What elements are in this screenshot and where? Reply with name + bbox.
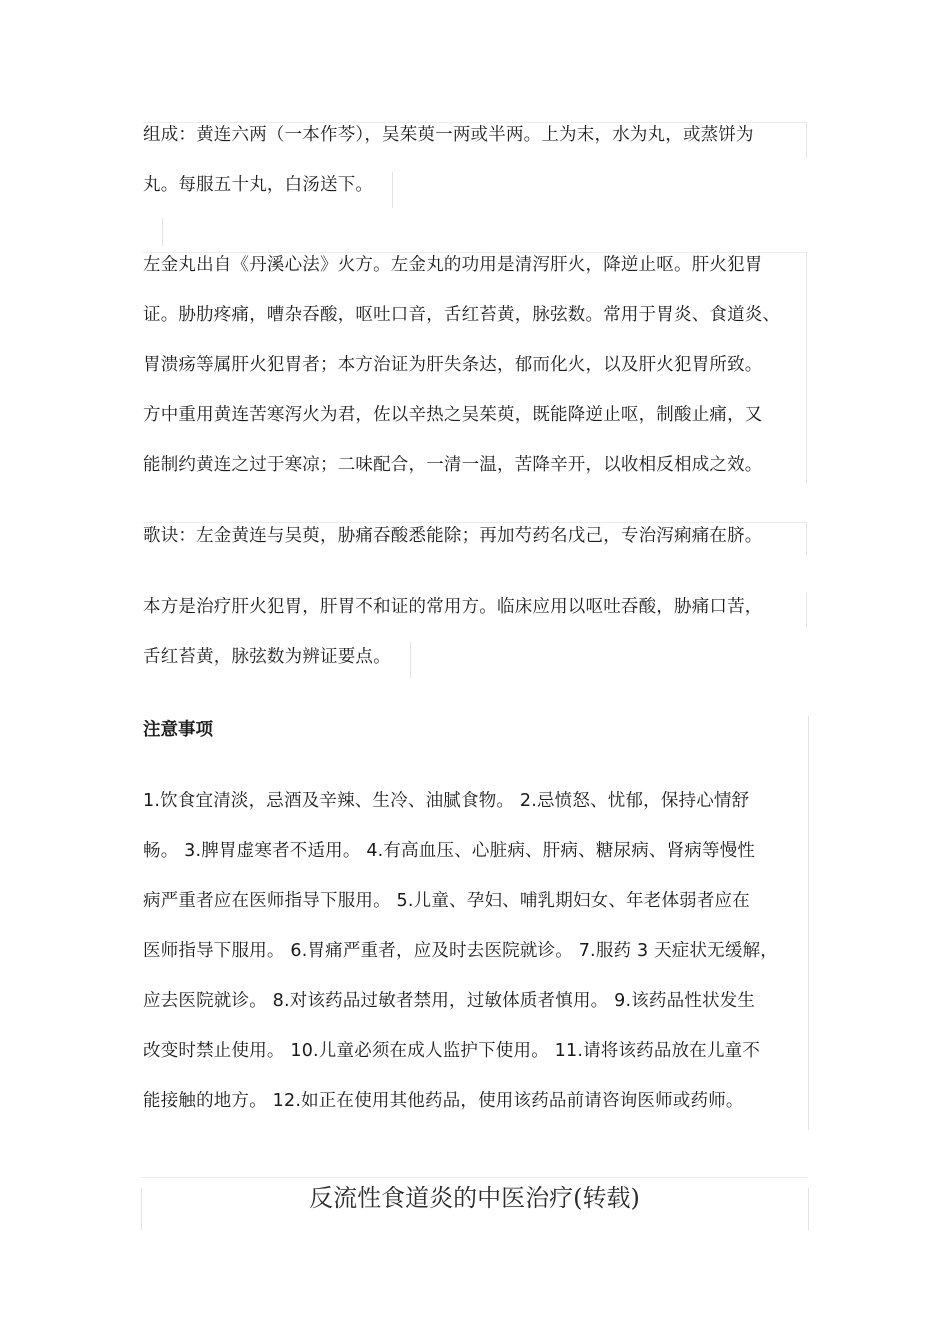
text-line: 改变时禁止使用。 10.儿童必须在成人监护下使用。 11.请将该药品放在儿童不 (143, 1041, 761, 1061)
text-line: 畅。 3.脾胃虚寒者不适用。 4.有高血压、心脏病、肝病、糖尿病、肾病等慢性 (143, 841, 756, 861)
cell-border (808, 1188, 809, 1230)
text-line: 胃溃疡等属肝火犯胃者；本方治证为肝失条达，郁而化火，以及肝火犯胃所致。 (143, 355, 763, 375)
text-line: 本方是治疗肝火犯胃，肝胃不和证的常用方。临床应用以呕吐吞酸，胁痛口苦， (143, 597, 763, 617)
verse-paragraph (143, 511, 807, 561)
text-line: 歌诀：左金黄连与吴萸，胁痛吞酸悉能除；再加芍药名戊己，专治泻痢痛在脐。 (143, 526, 763, 546)
text-line: 1.饮食宜清淡，忌酒及辛辣、生冷、油腻食物。 2.忌愤怒、忧郁，保持心情舒 (143, 791, 750, 811)
text-line: 能接触的地方。 12.如正在使用其他药品，使用该药品前请咨询医师或药师。 (143, 1091, 744, 1111)
text-line: 组成：黄连六两（一本作芩），吴茱萸一两或半两。上为末，水为丸，或蒸饼为 (143, 125, 754, 145)
text-line: 方中重用黄连苦寒泻火为君，佐以辛热之吴茱萸，既能降逆止呕，制酸止痛，又 (143, 405, 763, 425)
text-line: 左金丸出自《丹溪心法》火方。左金丸的功用是清泻肝火，降逆止呕。肝火犯胃 (143, 255, 763, 275)
usage-paragraph (143, 582, 807, 682)
text-line: 应去医院就诊。 8.对该药品过敏者禁用，过敏体质者慎用。 9.该药品性状发生 (143, 991, 756, 1011)
text-line: 丸。每服五十丸，白汤送下。 (143, 175, 374, 195)
next-article-title: 反流性食道炎的中医治疗(转载) (141, 1177, 808, 1230)
precautions-paragraph (143, 776, 807, 1126)
precautions-heading: 注意事项 (143, 720, 213, 740)
source-paragraph (143, 240, 807, 490)
composition-paragraph (143, 110, 807, 210)
text-line: 病严重者应在医师指导下服用。 5.儿童、孕妇、哺乳期妇女、年老体弱者应在 (143, 891, 750, 911)
cell-border (808, 716, 809, 1130)
text-line: 舌红苔黄，脉弦数为辨证要点。 (143, 647, 391, 667)
text-line: 医师指导下服用。 6.胃痛严重者，应及时去医院就诊。 7.服药 3 天症状无缓解， (143, 941, 778, 961)
text-line: 证。胁肋疼痛，嘈杂吞酸，呕吐口音，舌红苔黄，脉弦数。常用于胃炎、食道炎、 (143, 305, 781, 325)
text-line: 能制约黄连之过于寒凉；二味配合，一清一温，苦降辛开，以收相反相成之效。 (143, 455, 763, 475)
